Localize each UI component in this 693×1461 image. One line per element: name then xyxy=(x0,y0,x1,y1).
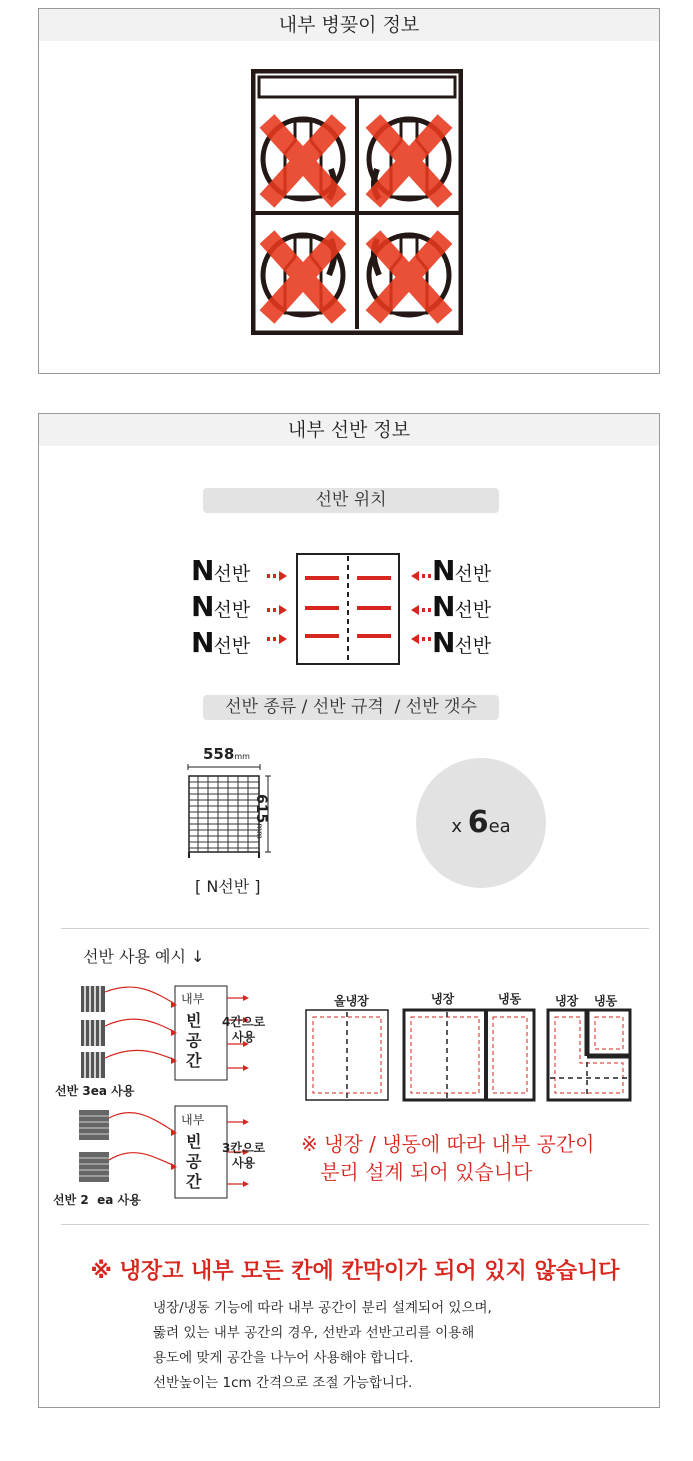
divider-1 xyxy=(61,928,649,929)
shelf-count-circle: x 6ea xyxy=(416,758,546,888)
bottle-cell-3 xyxy=(263,235,343,317)
example-2-char-2: 공 xyxy=(186,1152,202,1171)
label-fridge: 냉장 xyxy=(431,992,455,1006)
label-freezer: 냉동 xyxy=(498,992,522,1006)
example-1-box-top: 내부 xyxy=(181,992,205,1006)
divider-2 xyxy=(61,1224,649,1225)
separation-notice: ※ 냉장 / 냉동에 따라 내부 공간이 분리 설계 되어 있습니다 xyxy=(301,1132,595,1184)
shelf-name-label: [ N선반 ] xyxy=(195,877,261,896)
shelf-label-left-3: N선반 xyxy=(191,626,251,659)
shelf-label-left-2: N선반 xyxy=(191,590,251,623)
shelf-label-right-1: N선반 xyxy=(432,554,492,587)
shelf-grid-drawing xyxy=(184,764,304,860)
label-fridge-2: 냉장 xyxy=(555,994,579,1008)
bottle-cell-2 xyxy=(369,119,449,201)
example-1-caption: 선반 3ea 사용 xyxy=(55,1084,135,1098)
shelf-position-pill: 선반 위치 xyxy=(203,488,499,513)
bottle-rack-diagram xyxy=(251,69,463,335)
example-1-char-2: 공 xyxy=(186,1031,202,1050)
note-line-2: 뚫려 있는 내부 공간의 경우, 선반과 선반고리를 이용해 xyxy=(153,1325,475,1341)
left-arrow-icons xyxy=(407,570,433,650)
right-arrow-icons xyxy=(265,570,291,650)
shelf-label-right-2: N선반 xyxy=(432,590,492,623)
shelf-depth-label: 615mm xyxy=(253,794,269,839)
partition-warning: ※ 냉장고 내부 모든 칸에 칸막이가 되어 있지 않습니다 xyxy=(90,1259,620,1284)
usage-example-title: 선반 사용 예시 ↓ xyxy=(83,947,205,966)
shelf-width-label: 558mm xyxy=(203,745,250,763)
shelf-info-panel xyxy=(38,413,660,1408)
example-1-result: 4칸으로 사용 xyxy=(222,1015,266,1044)
label-all-fridge: 올냉장 xyxy=(334,994,369,1008)
example-1-char-1: 빈 xyxy=(186,1011,202,1030)
example-2-caption: 선반 2 ea 사용 xyxy=(53,1193,141,1207)
shelf-label-left-1: N선반 xyxy=(191,554,251,587)
shelf-types-pill: 선반 종류 / 선반 규격 / 선반 갯수 xyxy=(203,695,499,720)
compartment-diagrams xyxy=(303,1006,633,1106)
bottle-cell-1 xyxy=(263,119,343,201)
example-2-box-top: 내부 xyxy=(181,1113,205,1127)
bottle-info-panel xyxy=(38,8,660,374)
shelf-position-diagram xyxy=(277,550,407,670)
note-line-4: 선반높이는 1cm 간격으로 조절 가능합니다. xyxy=(153,1375,413,1391)
example-2-result: 3칸으로 사용 xyxy=(222,1141,266,1170)
note-line-3: 용도에 맞게 공간을 나누어 사용해야 합니다. xyxy=(153,1350,414,1366)
shelf-label-right-3: N선반 xyxy=(432,626,492,659)
shelf-info-title: 내부 선반 정보 xyxy=(39,414,659,446)
bottle-cell-4 xyxy=(369,235,449,317)
label-freezer-2: 냉동 xyxy=(594,994,618,1008)
example-2-char-1: 빈 xyxy=(186,1132,202,1151)
example-2-char-3: 간 xyxy=(186,1172,202,1191)
bottle-info-title: 내부 병꽂이 정보 xyxy=(39,9,659,41)
note-line-1: 냉장/냉동 기능에 따라 내부 공간이 분리 설계되어 있으며, xyxy=(153,1300,492,1316)
example-1-char-3: 간 xyxy=(186,1051,202,1070)
